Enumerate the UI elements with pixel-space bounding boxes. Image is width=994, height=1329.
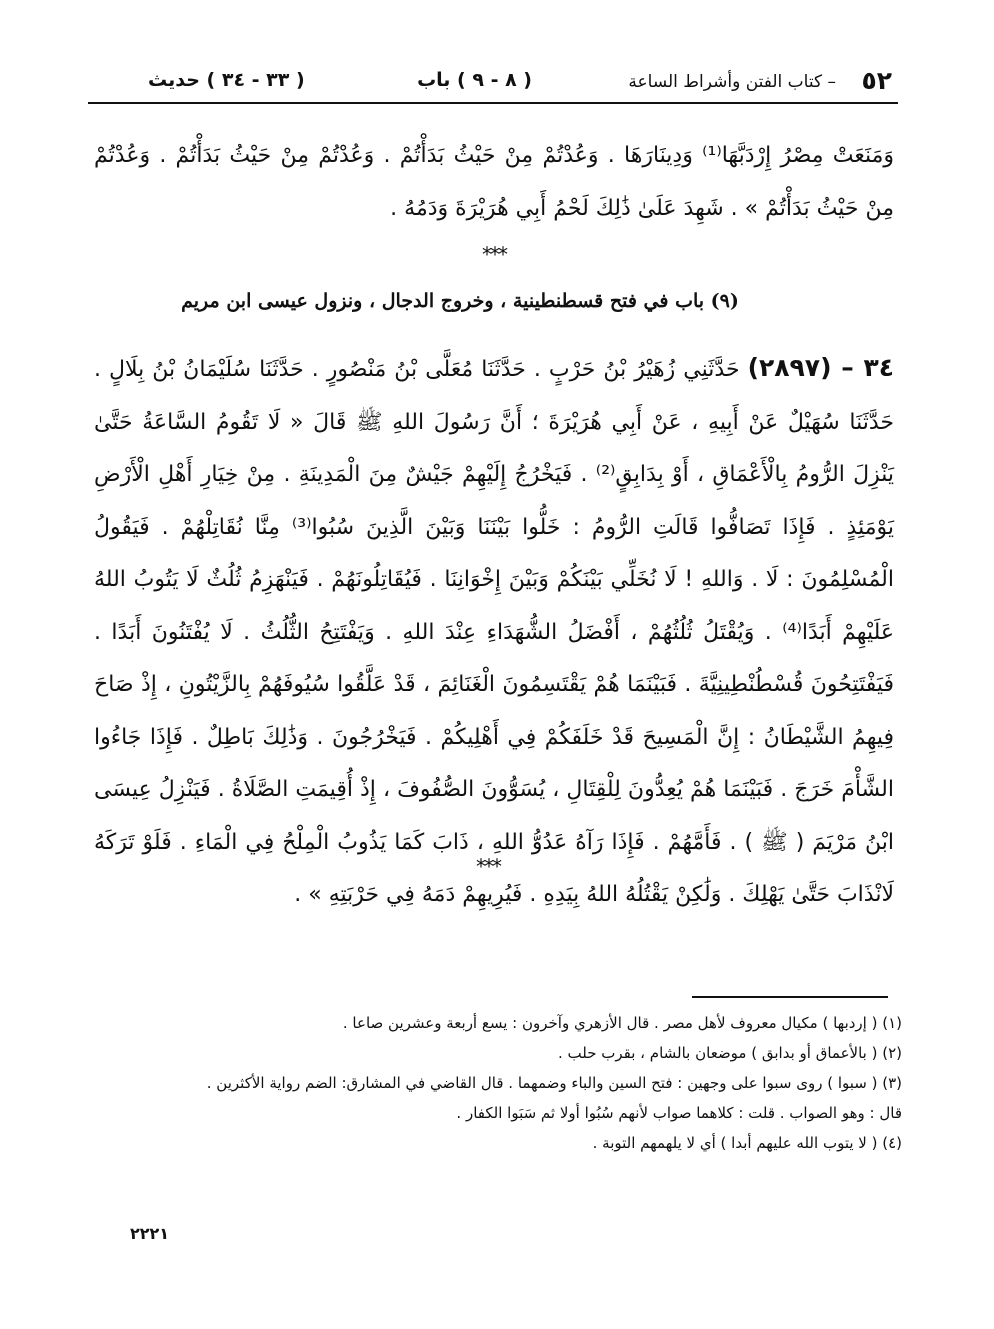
- chapter-heading: (٩) باب في فتح قسطنطينية ، وخروج الدجال ، ونزول عيسى ابن مريم: [181, 290, 739, 312]
- footnote-3: (٣) ( سبوا ) روى سبوا على وجهين : فتح السين والباء وضمهما . قال القاضي في المشارق: الضم رواية الأكثرين .: [206, 1074, 902, 1092]
- hadith-text: حَدَّثَنِي زُهَيْرُ بْنُ حَرْبٍ . حَدَّثَنَا مُعَلَّى بْنُ مَنْصُورٍ . حَدَّثَنَا سُلَيْمَانُ بْنُ بِلَالٍ . حَدَّثَنَا سُهَيْلٌ عَنْ أَبِيهِ ، عَنْ أَبِي هُرَيْرَةَ ؛ أَنَّ رَسُولَ اللهِ ﷺ قَالَ « لَا تَقُومُ السَّاعَةُ حَتَّىٰ يَنْزِلَ الرُّومُ بِالْأَعْمَاقِ ، أَوْ بِدَابِقٍ⁽²⁾ . فَيَخْرُجُ إِلَيْهِمْ جَيْشٌ مِنَ الْمَدِينَةِ . مِنْ خِيَارِ أَهْلِ الْأَرْضِ يَوْمَئِذٍ . فَإِذَا تَصَافُّوا قَالَتِ الرُّومُ : خَلُّوا بَيْنَنَا وَبَيْنَ الَّذِينَ سُبُوا⁽³⁾ مِنَّا نُقَاتِلْهُمْ . فَيَقُولُ الْمُسْلِمُونَ : لَا . وَاللهِ ! لَا نُخَلِّي بَيْنَكُمْ وَبَيْنَ إِخْوَانِنَا . فَيُقَاتِلُونَهُمْ . فَيَنْهَزِمُ ثُلُثٌ لَا يَتُوبُ اللهُ عَلَيْهِمْ أَبَدًا⁽⁴⁾ . وَيُقْتَلُ ثُلُثُهُمْ ، أَفْضَلُ الشُّهَدَاءِ عِنْدَ اللهِ . وَيَفْتَتِحُ الثُّلُثُ . لَا يُفْتَنُونَ أَبَدًا . فَيَفْتَتِحُونَ قُسْطُنْطِينِيَّةَ . فَبَيْنَمَا هُمْ يَقْتَسِمُونَ الْغَنَائِمَ ، قَدْ عَلَّقُوا سُيُوفَهُمْ بِالزَّيْتُونِ ، إِذْ صَاحَ فِيهِمُ الشَّيْطَانُ : إِنَّ الْمَسِيحَ قَدْ خَلَفَكُمْ فِي أَهْلِيكُمْ . فَيَخْرُجُونَ . وَذَٰلِكَ بَاطِلٌ . فَإِذَا جَاءُوا الشَّأْمَ خَرَجَ . فَبَيْنَمَا هُمْ يُعِدُّونَ لِلْقِتَالِ ، يُسَوُّونَ الصُّفُوفَ ، إِذْ أُقِيمَتِ الصَّلَاةُ . فَيَنْزِلُ عِيسَى ابْنُ مَرْيَمَ ( ﷺ ) . فَأَمَّهُمْ . فَإِذَا رَآهُ عَدُوُّ اللهِ ، ذَابَ كَمَا يَذُوبُ الْمِلْحُ فِي الْمَاءِ . فَلَوْ تَرَكَهُ لَانْذَابَ حَتَّىٰ يَهْلِكَ . وَلَٰكِنْ يَقْتُلُهُ اللهُ بِيَدِهِ . فَيُرِيهِمْ دَمَهُ فِي حَرْبَتِهِ » .: [94, 357, 894, 907]
- chapter-reference: ( ٨ - ٩ ) باب: [417, 69, 532, 91]
- hadith-number: ٣٤ – (٢٨٩٧): [747, 353, 894, 382]
- footnote-1: (١) ( إردبها ) مكيال معروف لأهل مصر . قال الأزهري وآخرون : يسع أربعة وعشرين صاعا .: [342, 1014, 902, 1032]
- hadith-range: ( ٣٣ - ٣٤ ) حديث: [148, 69, 305, 91]
- volume-page-number: ٢٢٢١: [130, 1224, 170, 1243]
- asterism-separator: ⁎⁎⁎: [482, 236, 506, 260]
- book-title: – كتاب الفتن وأشراط الساعة: [628, 72, 836, 92]
- footnote-4: (٤) ( لا يتوب الله عليهم أبدا ) أي لا يلهمهم التوبة .: [592, 1134, 902, 1152]
- running-header: [92, 66, 892, 100]
- footnotes: [94, 1008, 902, 1158]
- footnote-2: (٢) ( بالأعماق أو بدابق ) موضعان بالشام ، بقرب حلب .: [557, 1044, 902, 1062]
- page-number: ٥٢: [861, 66, 892, 95]
- hadith-paragraph: [94, 342, 894, 922]
- header-divider: [88, 102, 898, 104]
- asterism-separator: ⁎⁎⁎: [476, 848, 500, 872]
- footnote-divider: [692, 996, 888, 998]
- footnote-3-continued: قال : وهو الصواب . قلت : كلاهما صواب لأنهم سُبُوا أولا ثم سَبَوا الكفار .: [456, 1104, 902, 1122]
- continuation-paragraph: وَمَنَعَتْ مِصْرُ إِرْدَبَّهَا⁽¹⁾ وَدِينَارَهَا . وَعُدْتُمْ مِنْ حَيْثُ بَدَأْتُمْ . وَعُدْتُمْ مِنْ حَيْثُ بَدَأْتُمْ . وَعُدْتُمْ مِنْ حَيْثُ بَدَأْتُمْ » . شَهِدَ عَلَىٰ ذَٰلِكَ لَحْمُ أَبِي هُرَيْرَةَ وَدَمُهُ .: [94, 143, 894, 221]
